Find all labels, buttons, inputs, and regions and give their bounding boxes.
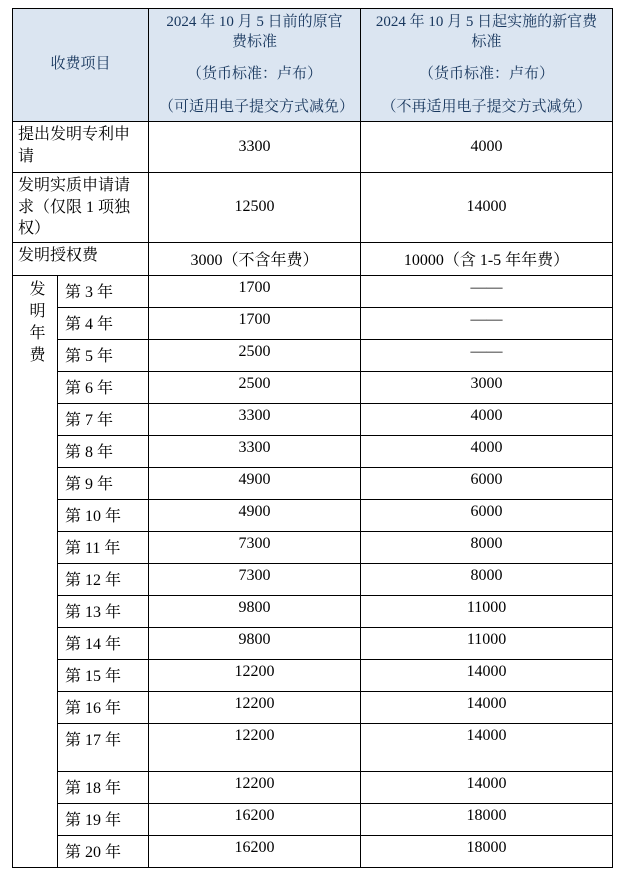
old-fee-value: 7300 <box>149 563 361 595</box>
table-row-annuity <box>13 403 613 435</box>
table-row-annuity <box>13 435 613 467</box>
old-fee-value: 3000（不含年费） <box>149 242 361 275</box>
header-new-fee <box>361 9 613 122</box>
new-fee-value: 4000 <box>361 403 613 435</box>
year-label: 第 15 年 <box>58 659 149 691</box>
new-fee-value: 14000 <box>361 173 613 243</box>
new-fee-value: 14000 <box>361 691 613 723</box>
header-new-fee-currency: （货币标准：卢布） <box>419 66 555 82</box>
old-fee-value: 4900 <box>149 467 361 499</box>
year-label: 第 16 年 <box>58 691 149 723</box>
old-fee-value: 9800 <box>149 595 361 627</box>
new-fee-value: 18000 <box>361 835 613 867</box>
table-row-annuity <box>13 307 613 339</box>
fee-item-label: 发明授权费 <box>13 242 149 275</box>
table-row <box>13 173 613 243</box>
table-row-annuity <box>13 563 613 595</box>
table-row-annuity <box>13 835 613 867</box>
old-fee-value: 12200 <box>149 723 361 771</box>
header-new-fee-note: （不再适用电子提交方式减免） <box>381 98 592 115</box>
table-row-annuity <box>13 275 613 307</box>
header-new-fee-title: 2024 年 10 月 5 日起实施的新官费标准 <box>375 14 598 50</box>
table-header-row <box>13 9 613 122</box>
new-fee-value: 14000 <box>361 723 613 771</box>
new-fee-value: 3000 <box>361 371 613 403</box>
header-fee-item <box>13 9 149 122</box>
table-row-annuity <box>13 595 613 627</box>
header-fee-item-label: 收费项目 <box>50 56 111 73</box>
year-label: 第 20 年 <box>58 835 149 867</box>
old-fee-value: 3300 <box>149 122 361 173</box>
year-label: 第 17 年 <box>58 723 149 771</box>
new-fee-value: 8000 <box>361 563 613 595</box>
old-fee-value: 3300 <box>149 435 361 467</box>
old-fee-value: 9800 <box>149 627 361 659</box>
old-fee-value: 1700 <box>149 307 361 339</box>
table-row-annuity <box>13 371 613 403</box>
old-fee-value: 12200 <box>149 771 361 803</box>
new-fee-value: 10000（含 1-5 年年费） <box>361 242 613 275</box>
new-fee-value: 11000 <box>361 595 613 627</box>
old-fee-value: 12500 <box>149 173 361 243</box>
old-fee-value: 16200 <box>149 835 361 867</box>
new-fee-value: 14000 <box>361 771 613 803</box>
new-fee-value: 18000 <box>361 803 613 835</box>
old-fee-value: 2500 <box>149 339 361 371</box>
table-row-annuity <box>13 803 613 835</box>
old-fee-value: 12200 <box>149 691 361 723</box>
old-fee-value: 2500 <box>149 371 361 403</box>
new-fee-value: 4000 <box>361 435 613 467</box>
patent-fee-table <box>12 8 613 868</box>
year-label: 第 8 年 <box>58 435 149 467</box>
header-old-fee <box>149 9 361 122</box>
year-label: 第 10 年 <box>58 499 149 531</box>
fee-item-label: 提出发明专利申请 <box>13 122 149 173</box>
old-fee-value: 16200 <box>149 803 361 835</box>
year-label: 第 7 年 <box>58 403 149 435</box>
year-label: 第 11 年 <box>58 531 149 563</box>
new-fee-value: —— <box>361 307 613 339</box>
old-fee-value: 12200 <box>149 659 361 691</box>
year-label: 第 12 年 <box>58 563 149 595</box>
header-old-fee-note: （可适用电子提交方式减免） <box>159 98 355 115</box>
table-row-annuity <box>13 659 613 691</box>
old-fee-value: 4900 <box>149 499 361 531</box>
new-fee-value: 11000 <box>361 627 613 659</box>
year-label: 第 18 年 <box>58 771 149 803</box>
new-fee-value: 6000 <box>361 499 613 531</box>
table-row <box>13 242 613 275</box>
new-fee-value: 6000 <box>361 467 613 499</box>
new-fee-value: 14000 <box>361 659 613 691</box>
new-fee-value: —— <box>361 275 613 307</box>
table-row-annuity <box>13 467 613 499</box>
new-fee-value: 4000 <box>361 122 613 173</box>
table-row-annuity <box>13 771 613 803</box>
header-old-fee-title: 2024 年 10 月 5 日前的原官费标准 <box>166 14 343 50</box>
old-fee-value: 1700 <box>149 275 361 307</box>
annuity-group-label: 发明年费 <box>27 279 44 368</box>
table-row-annuity <box>13 723 613 771</box>
table-row-annuity <box>13 339 613 371</box>
old-fee-value: 3300 <box>149 403 361 435</box>
new-fee-value: —— <box>361 339 613 371</box>
table-row-annuity <box>13 691 613 723</box>
old-fee-value: 7300 <box>149 531 361 563</box>
year-label: 第 13 年 <box>58 595 149 627</box>
year-label: 第 14 年 <box>58 627 149 659</box>
year-label: 第 4 年 <box>58 307 149 339</box>
new-fee-value: 8000 <box>361 531 613 563</box>
year-label: 第 3 年 <box>58 275 149 307</box>
table-row <box>13 122 613 173</box>
annuity-group-cell <box>13 275 58 867</box>
year-label: 第 9 年 <box>58 467 149 499</box>
table-row-annuity <box>13 499 613 531</box>
header-old-fee-currency: （货币标准：卢布） <box>187 66 323 82</box>
year-label: 第 19 年 <box>58 803 149 835</box>
fee-item-label: 发明实质申请请求（仅限 1 项独权） <box>13 173 149 243</box>
year-label: 第 6 年 <box>58 371 149 403</box>
year-label: 第 5 年 <box>58 339 149 371</box>
table-row-annuity <box>13 531 613 563</box>
table-row-annuity <box>13 627 613 659</box>
